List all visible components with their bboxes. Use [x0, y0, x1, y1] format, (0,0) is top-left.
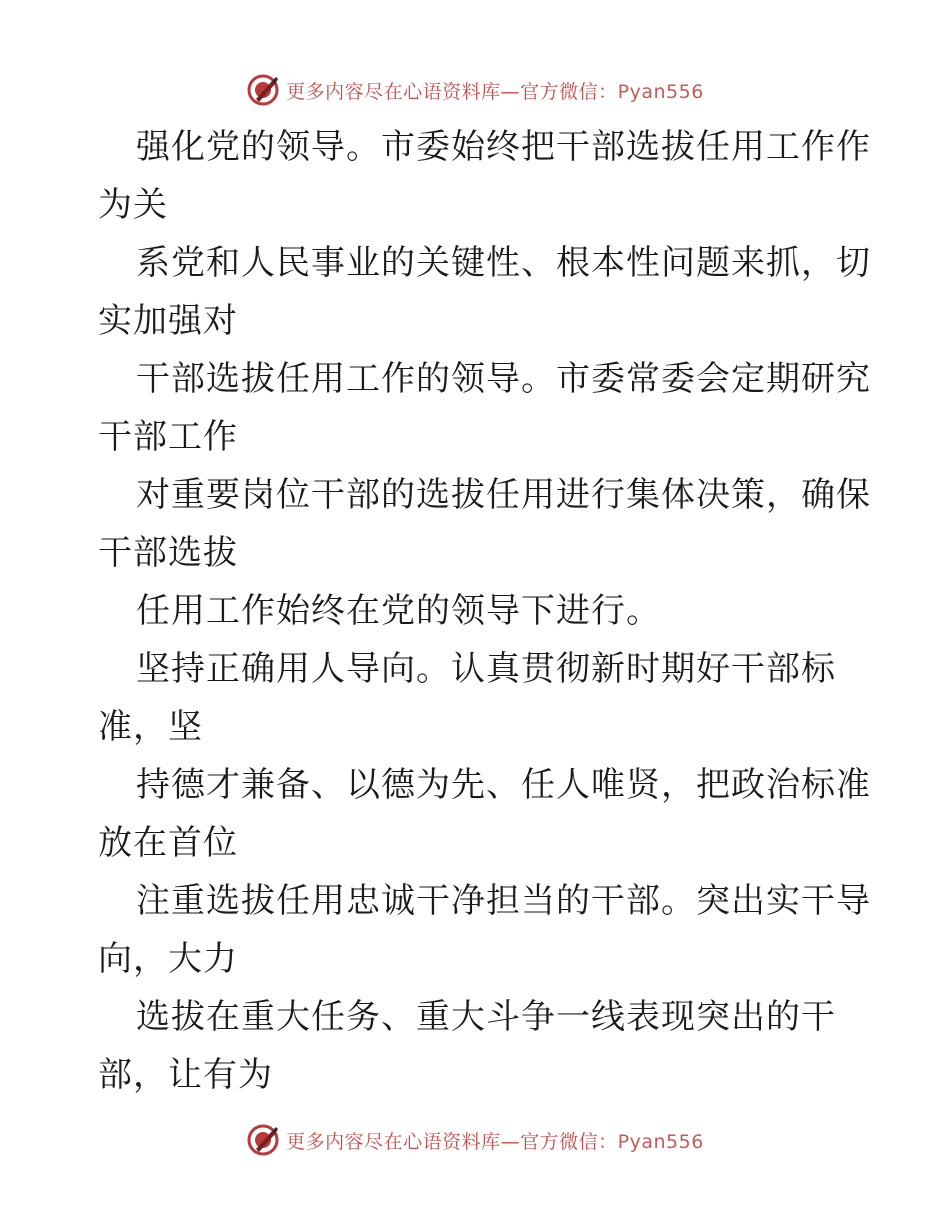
text-line: 干部选拔任用工作的领导。市委常委会定期研究	[136, 359, 871, 399]
header-banner-text: 更多内容尽在心语资料库—官方微信：	[286, 80, 618, 103]
text-line: 为关	[98, 185, 168, 225]
footer-banner-handle: Pyan556	[617, 1130, 704, 1153]
text-line: 部，让有为	[98, 1055, 273, 1095]
text-line: 向，大力	[98, 939, 238, 979]
text-line: 对重要岗位干部的选拔任用进行集体决策，确保	[136, 475, 871, 515]
text-line: 干部选拔	[98, 533, 238, 573]
pen-seal-icon	[246, 73, 280, 107]
text-line: 坚持正确用人导向。认真贯彻新时期好干部标	[136, 649, 836, 689]
text-line: 注重选拔任用忠诚干净担当的干部。突出实干导	[136, 881, 871, 921]
text-line: 选拔在重大任务、重大斗争一线表现突出的干	[136, 997, 836, 1037]
text-line: 放在首位	[98, 823, 238, 863]
text-line: 系党和人民事业的关键性、根本性问题来抓，切	[136, 243, 871, 283]
text-line: 持德才兼备、以德为先、任人唯贤，把政治标准	[136, 765, 871, 805]
text-line: 任用工作始终在党的领导下进行。	[136, 591, 661, 631]
header-banner	[0, 70, 950, 110]
footer-banner-text: 更多内容尽在心语资料库—官方微信：	[286, 1130, 618, 1153]
footer-banner	[0, 1120, 950, 1160]
header-banner-handle: Pyan556	[617, 80, 704, 103]
text-line: 准，坚	[98, 707, 203, 747]
pen-seal-icon	[246, 1123, 280, 1157]
text-line: 强化党的领导。市委始终把干部选拔任用工作作	[136, 127, 871, 167]
text-line: 干部工作	[98, 417, 238, 457]
document-body	[98, 118, 871, 1104]
text-line: 实加强对	[98, 301, 238, 341]
